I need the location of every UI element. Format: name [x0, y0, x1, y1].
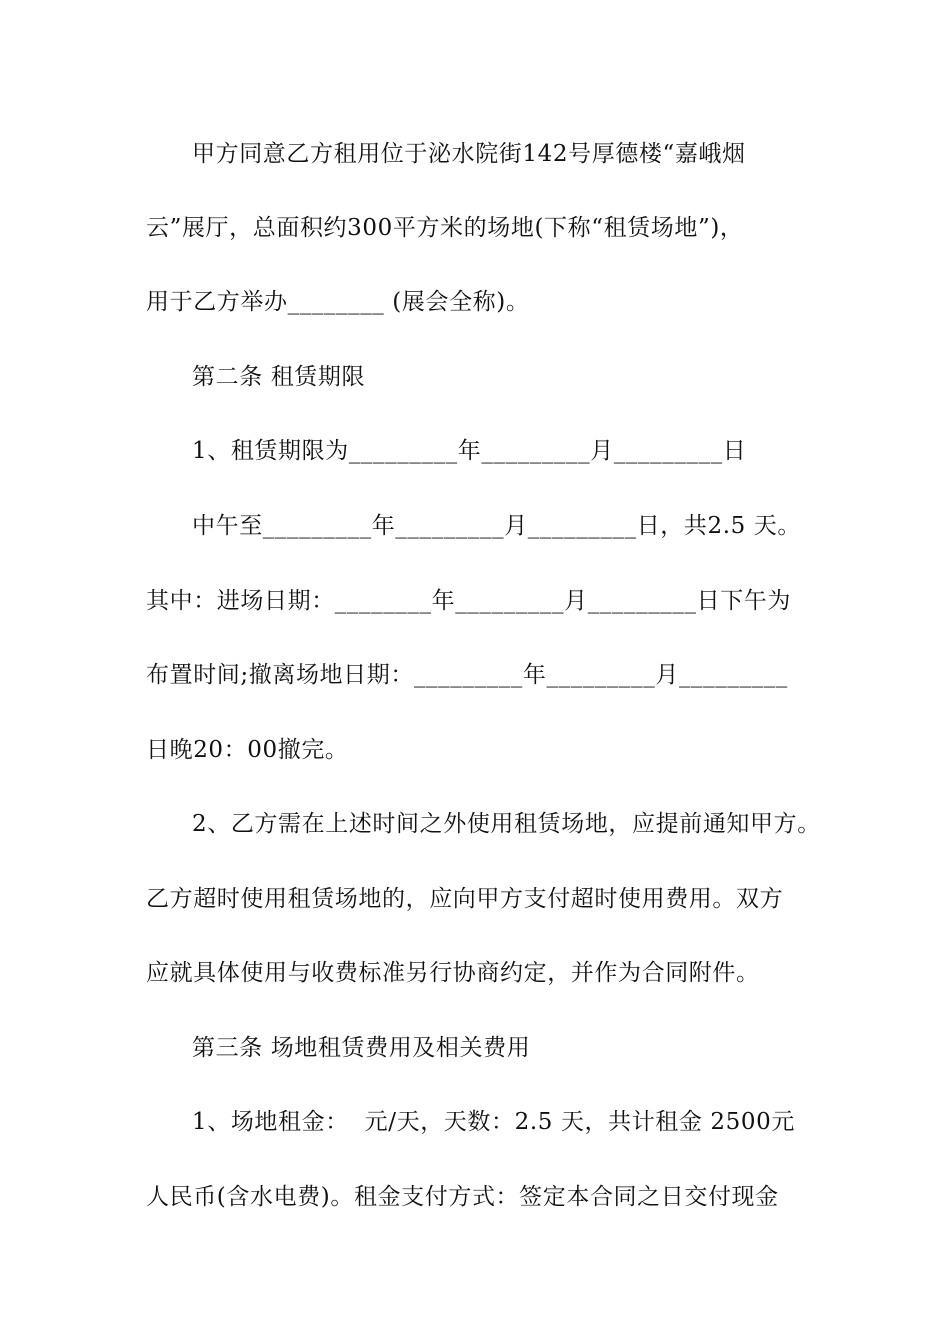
section-heading-article-2: 第二条 租赁期限	[192, 364, 366, 390]
text-line-5: 1、租赁期限为_________年_________月_________日	[192, 438, 747, 464]
text-line-14: 1、场地租金： 元/天，天数：2.5 天，共计租金 2500元	[192, 1109, 795, 1135]
text-line-9: 日晚20：00撤完。	[146, 737, 349, 763]
text-line-10: 2、乙方需在上述时间之外使用租赁场地，应提前通知甲方。	[192, 811, 821, 837]
text-line-8: 布置时间;撤离场地日期：_________年_________月_________	[146, 662, 788, 688]
text-line-12: 应就具体使用与收费标准另行协商约定，并作为合同附件。	[146, 960, 760, 986]
text-line-6: 中午至_________年_________月_________日，共2.5 天。	[192, 513, 801, 539]
section-heading-article-3: 第三条 场地租赁费用及相关费用	[192, 1035, 531, 1061]
text-line-1: 甲方同意乙方租用位于泌水院街142号厚德楼“嘉峨烟	[192, 141, 746, 167]
text-line-3: 用于乙方举办________ (展会全称)。	[146, 289, 530, 315]
text-line-7: 其中：进场日期：________年_________月_________日下午为	[146, 588, 791, 614]
text-line-2: 云”展厅，总面积约300平方米的场地(下称“租赁场地”)，	[146, 215, 744, 241]
text-line-15: 人民币(含水电费)。租金支付方式：签定本合同之日交付现金	[146, 1184, 779, 1210]
text-line-11: 乙方超时使用租赁场地的，应向甲方支付超时使用费用。双方	[146, 886, 784, 912]
